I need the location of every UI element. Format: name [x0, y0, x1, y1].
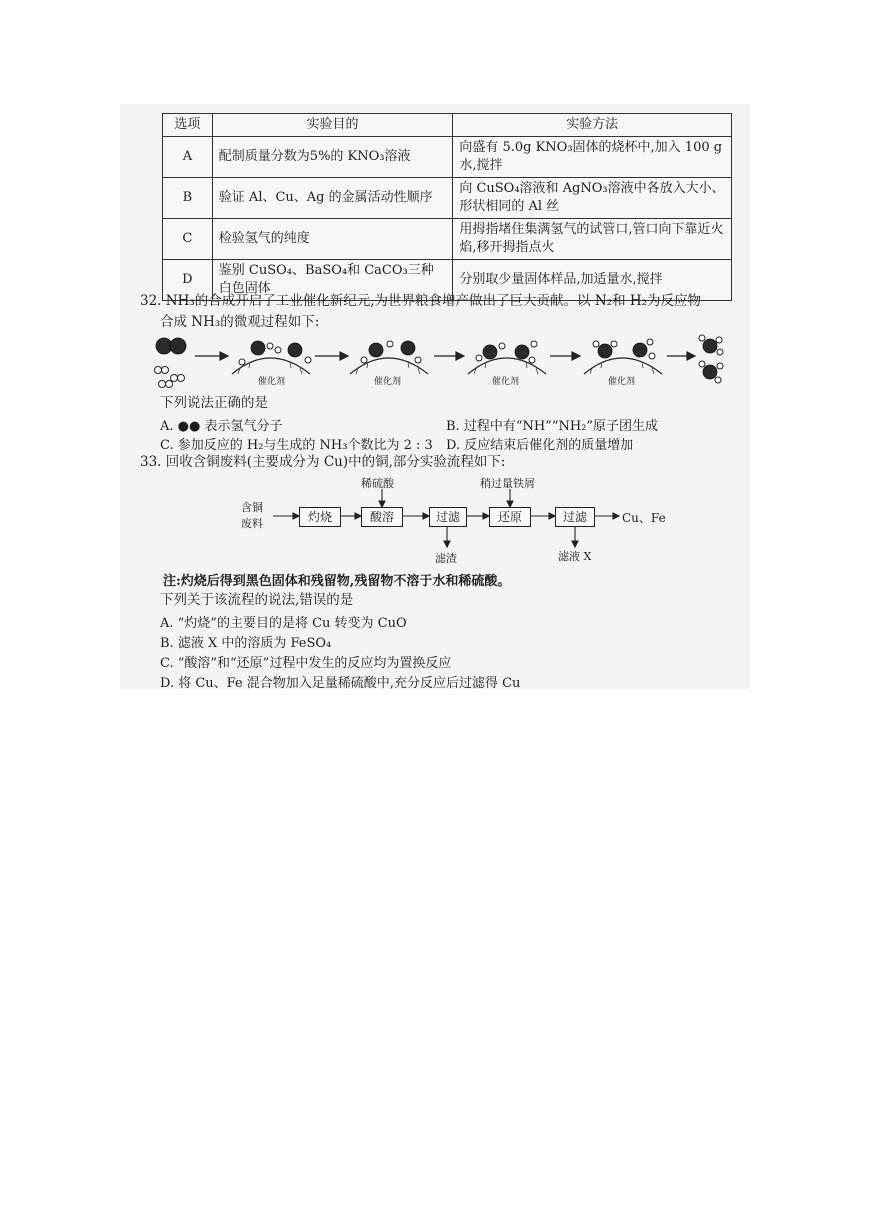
q33-stem: 33. 回收含铜废料(主要成分为 Cu)中的铜,部分实验流程如下:	[140, 454, 506, 470]
experiment-table	[162, 113, 732, 301]
q32-option-b: B. 过程中有“NH”“NH₂”原子团生成	[446, 419, 659, 434]
row-method: 向 CuSO₄溶液和 AgNO₃溶液中各放入大小、形状相同的 Al 丝	[453, 178, 732, 219]
q33-option-d: D. 将 Cu、Fe 混合物加入足量稀硫酸中,充分反应后过滤得 Cu	[160, 676, 521, 691]
step-filter-1: 过滤	[429, 507, 467, 527]
row-goal: 检验氢气的纯度	[212, 219, 453, 260]
catalyst-label-2: 催化剂	[374, 377, 402, 387]
step-burn: 灼烧	[299, 507, 341, 527]
q32-stem-line1: 32. NH₃的合成开启了工业催化新纪元,为世界粮食增产做出了巨大贡献。以 N₂和 H₂为反应物	[140, 293, 702, 309]
q33-option-a: A. “灼烧”的主要目的是将 Cu 转变为 CuO	[160, 616, 407, 631]
reagent-dilute-sulfuric-acid: 稀硫酸	[361, 477, 394, 490]
step-reduce: 还原	[489, 507, 531, 527]
catalyst-label-1: 催化剂	[258, 377, 286, 387]
residue-label: 滤渣	[435, 552, 457, 565]
input-label: 含铜	[241, 501, 263, 514]
table-row	[163, 219, 732, 260]
q33-option-c: C. “酸溶”和“还原”过程中发生的反应均为置换反应	[160, 656, 452, 671]
n-atom	[170, 338, 186, 354]
catalyst-label-4: 催化剂	[608, 377, 636, 387]
row-goal: 配制质量分数为5%的 KNO₃溶液	[212, 137, 453, 178]
q32-stem-line2: 合成 NH₃的微观过程如下:	[160, 314, 320, 330]
header-option: 选项	[163, 114, 213, 137]
step-acid-dissolve: 酸溶	[361, 507, 403, 527]
row-method: 分别取少量固体样品,加适量水,搅拌	[453, 260, 732, 301]
row-option: C	[163, 219, 213, 260]
q32-option-d: D. 反应结束后催化剂的质量增加	[446, 438, 634, 453]
header-method: 实验方法	[453, 114, 732, 137]
row-goal: 鉴别 CuSO₄、BaSO₄和 CaCO₃三种白色固体	[212, 260, 453, 301]
table-row	[163, 137, 732, 178]
reagent-iron-filings: 稍过量铁屑	[480, 477, 535, 490]
micro-process-diagram	[150, 334, 740, 390]
q32-prompt: 下列说法正确的是	[160, 395, 268, 411]
q33-option-b: B. 滤液 X 中的溶质为 FeSO₄	[160, 636, 332, 651]
process-flowchart	[235, 475, 685, 570]
row-option: B	[163, 178, 213, 219]
row-option: A	[163, 137, 213, 178]
row-method: 用拇指堵住集满氢气的试管口,管口向下靠近火焰,移开拇指点火	[453, 219, 732, 260]
q32-option-a: A. ●● 表示氢气分子	[160, 419, 283, 434]
table-header-row	[163, 114, 732, 137]
input-label-2: 废料	[241, 517, 263, 530]
step-filter-2: 过滤	[555, 507, 595, 527]
output-label: Cu、Fe	[622, 511, 666, 525]
q33-note: 注:灼烧后得到黑色固体和残留物,残留物不溶于水和稀硫酸。	[163, 574, 511, 589]
catalyst-label-3: 催化剂	[492, 377, 520, 387]
q33-prompt: 下列关于该流程的说法,错误的是	[160, 592, 354, 608]
table-row	[163, 178, 732, 219]
header-goal: 实验目的	[212, 114, 453, 137]
row-option: D	[163, 260, 213, 301]
row-method: 向盛有 5.0g KNO₃固体的烧杯中,加入 100 g 水,搅拌	[453, 137, 732, 178]
row-goal: 验证 Al、Cu、Ag 的金属活动性顺序	[212, 178, 453, 219]
q32-option-c: C. 参加反应的 H₂与生成的 NH₃个数比为 2 : 3	[160, 438, 433, 453]
filtrate-x-label: 滤液 X	[558, 550, 592, 563]
